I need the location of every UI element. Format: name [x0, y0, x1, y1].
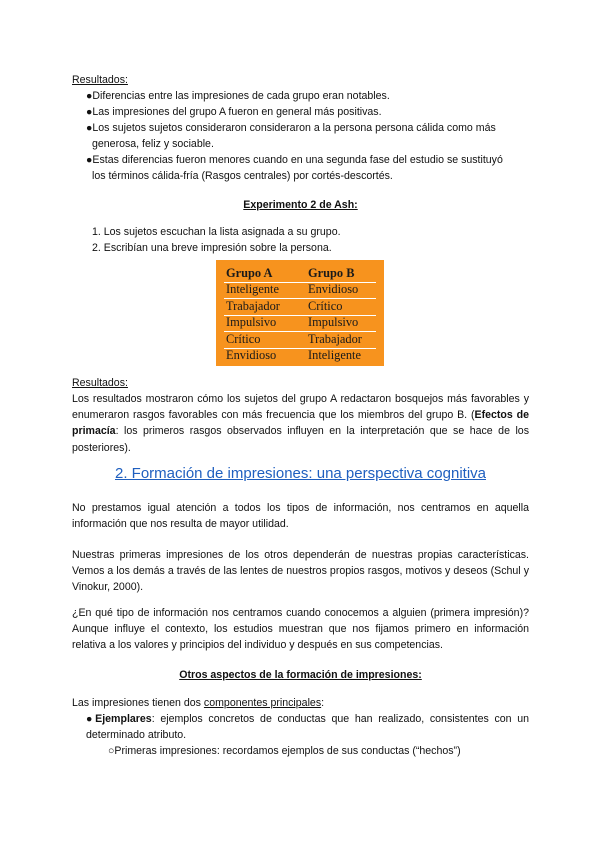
- section-paragraph-3: ¿En qué tipo de información nos centramos cuando conocemos a alguien (primera impresión)? Aunque influye el contexto, los estudios muestran que nos fijamos primero en información relativa a los valores y principios del individuo y después en sus competencias.: [72, 607, 529, 652]
- section-paragraph-1: No prestamos igual atención a todos los tipos de información, nos centramos en aquella información que nos resulta de mayor utilidad.: [72, 502, 529, 531]
- section-paragraph-2: Nuestras primeras impresiones de los otros dependerán de nuestras propias características. Vemos a los demás a través de las lentes de nuestros propios rasgos, motivos y deseos (Schul y Vinokur, 2000).: [72, 549, 529, 594]
- resultados-paragraph: Los resultados mostraron cómo los sujetos del grupo A redactaron bosquejos más favorables y enumeraron rasgos favorables con más frecuencia que los miembros del grupo B. (Efectos de primacía: los primeros rasgos observados influyen en la interpretación que se hace de los posteriores).: [72, 393, 530, 454]
- group-a-item: Crítico: [226, 331, 261, 346]
- grupos-table: [216, 260, 384, 366]
- group-b-item: Impulsivo: [308, 315, 359, 330]
- group-a-item: Envidioso: [226, 348, 277, 363]
- group-b-item: Crítico: [308, 298, 343, 313]
- result-bullet-4: ●Estas diferencias fueron menores cuando en una segunda fase del estudio se sustituyó: [86, 154, 503, 166]
- result-bullet-1: ●Diferencias entre las impresiones de cada grupo eran notables.: [86, 90, 390, 102]
- result-bullet-4-cont: los términos cálida-fría (Rasgos centrales) por cortés-descortés.: [92, 170, 393, 182]
- group-a-header: Grupo A: [226, 266, 273, 280]
- resultados-label-2: Resultados:: [72, 377, 128, 389]
- group-b-item: Envidioso: [308, 282, 359, 297]
- experimento-step-2: 2. Escribían una breve impresión sobre la persona.: [92, 242, 332, 254]
- group-a-item: Impulsivo: [226, 315, 277, 330]
- group-a-item: Inteligente: [226, 282, 279, 297]
- otros-intro: Las impresiones tienen dos componentes principales:: [72, 697, 325, 709]
- experimento-step-1: 1. Los sujetos escuchan la lista asignada a su grupo.: [92, 226, 341, 238]
- result-bullet-3: ●Los sujetos sujetos consideraron consideraron a la persona persona cálida como más: [86, 122, 496, 134]
- group-a-column: [226, 265, 280, 363]
- group-a-item: Trabajador: [226, 298, 280, 313]
- otros-title: Otros aspectos de la formación de impresiones:: [179, 669, 422, 681]
- group-b-column: [308, 265, 362, 363]
- result-bullet-3-cont: generosa, feliz y sociable.: [92, 138, 214, 150]
- experimento-title: Experimento 2 de Ash:: [243, 199, 358, 211]
- section-heading: 2. Formación de impresiones: una perspectiva cognitiva: [114, 465, 487, 482]
- group-b-item: Inteligente: [308, 348, 361, 363]
- ejemplares-bullet: ●Ejemplares: ejemplos concretos de conductas que han realizado, consistentes con un determinado atributo.: [86, 713, 529, 742]
- ejemplares-term: Ejemplares: [95, 713, 152, 725]
- efectos-primacia-term: Efectos de primacía: [72, 409, 530, 438]
- primeras-impresiones-subbullet: ○Primeras impresiones: recordamos ejemplos de sus conductas (“hechos”): [108, 745, 461, 757]
- result-bullet-2: ●Las impresiones del grupo A fueron en general más positivas.: [86, 106, 382, 118]
- group-b-header: Grupo B: [308, 266, 355, 280]
- resultados-label-1: Resultados:: [72, 74, 128, 86]
- group-b-item: Trabajador: [308, 331, 362, 346]
